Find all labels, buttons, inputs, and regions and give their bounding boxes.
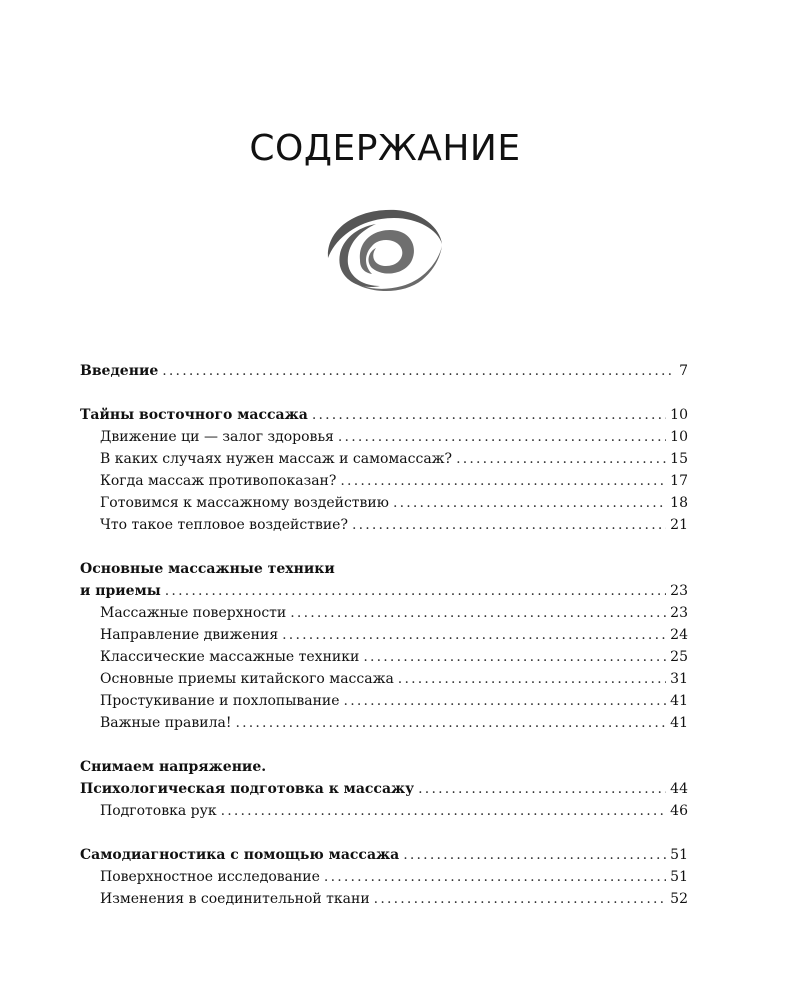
toc-entry-title: Основные приемы китайского массажа bbox=[100, 671, 394, 687]
toc-section-page: 23 bbox=[670, 583, 688, 599]
swirl-icon bbox=[318, 200, 448, 300]
toc-entry-title: Направление движения bbox=[100, 627, 279, 643]
toc-entry-page: 21 bbox=[670, 517, 688, 533]
page-title: СОДЕРЖАНИЕ bbox=[249, 128, 521, 169]
dot-leader bbox=[403, 844, 666, 866]
toc-section-1[interactable] bbox=[80, 404, 688, 426]
toc-entry-page: 10 bbox=[670, 429, 688, 445]
toc-section-2[interactable] bbox=[80, 580, 688, 602]
toc-section-page: 44 bbox=[670, 781, 688, 797]
dot-leader bbox=[282, 624, 666, 646]
dot-leader bbox=[418, 778, 666, 800]
toc-entry-title: Готовимся к массажному воздействию bbox=[100, 495, 389, 511]
toc-section-page: 51 bbox=[670, 847, 688, 863]
toc-entry-title: В каких случаях нужен массаж и самомассаж? bbox=[100, 451, 453, 467]
dot-leader bbox=[290, 602, 666, 624]
toc-section-title: Тайны восточного массажа bbox=[80, 407, 308, 423]
toc-section-title: и приемы bbox=[80, 583, 161, 599]
toc-subentry[interactable] bbox=[80, 712, 688, 734]
dot-leader bbox=[374, 888, 667, 910]
toc-entry-page: 52 bbox=[670, 891, 688, 907]
toc-subentry[interactable] bbox=[80, 690, 688, 712]
toc-entry-title: Поверхностное исследование bbox=[100, 869, 320, 885]
toc-entry-title: Подготовка рук bbox=[100, 803, 217, 819]
toc-subentry[interactable] bbox=[80, 514, 688, 536]
toc-subentry[interactable] bbox=[80, 866, 688, 888]
dot-leader bbox=[324, 866, 666, 888]
dot-leader bbox=[340, 470, 666, 492]
toc-entry-page: 41 bbox=[670, 693, 688, 709]
toc-subentry[interactable] bbox=[80, 888, 688, 910]
toc-entry-title: Важные правила! bbox=[100, 715, 232, 731]
toc-entry-intro[interactable] bbox=[80, 360, 688, 382]
toc-entry-page: 23 bbox=[670, 605, 688, 621]
toc-subentry[interactable] bbox=[80, 624, 688, 646]
toc-section-4[interactable] bbox=[80, 844, 688, 866]
dot-leader bbox=[352, 514, 666, 536]
toc-entry-page: 46 bbox=[670, 803, 688, 819]
toc-subentry[interactable] bbox=[80, 646, 688, 668]
toc-entry-title: Изменения в соединительной ткани bbox=[100, 891, 370, 907]
dot-leader bbox=[393, 492, 666, 514]
toc-subentry[interactable] bbox=[80, 448, 688, 470]
toc-subentry[interactable] bbox=[80, 602, 688, 624]
toc-section-title-line[interactable]: Снимаем напряжение. bbox=[80, 759, 267, 775]
toc-entry-page: 7 bbox=[679, 363, 688, 379]
dot-leader bbox=[221, 800, 667, 822]
toc-entry-title: Движение ци — залог здоровья bbox=[100, 429, 334, 445]
toc-entry-page: 51 bbox=[670, 869, 688, 885]
toc-subentry[interactable] bbox=[80, 668, 688, 690]
toc-entry-title: Когда массаж противопоказан? bbox=[100, 473, 337, 489]
toc-entry-title: Массажные поверхности bbox=[100, 605, 287, 621]
toc-entry-page: 15 bbox=[670, 451, 688, 467]
toc-section-page: 10 bbox=[670, 407, 688, 423]
toc-subentry[interactable] bbox=[80, 426, 688, 448]
dot-leader bbox=[235, 712, 666, 734]
toc-entry-page: 41 bbox=[670, 715, 688, 731]
toc-section-3[interactable] bbox=[80, 778, 688, 800]
toc-subentry[interactable] bbox=[80, 800, 688, 822]
dot-leader bbox=[456, 448, 666, 470]
dot-leader bbox=[338, 426, 666, 448]
dot-leader bbox=[165, 580, 666, 602]
toc-entry-title: Классические массажные техники bbox=[100, 649, 360, 665]
toc-entry-page: 18 bbox=[670, 495, 688, 511]
toc-subentry[interactable] bbox=[80, 470, 688, 492]
dot-leader bbox=[363, 646, 666, 668]
toc-section-title: Психологическая подготовка к массажу bbox=[80, 781, 415, 797]
toc-entry-title: Введение bbox=[80, 363, 159, 379]
dot-leader bbox=[312, 404, 666, 426]
toc-entry-title: Что такое тепловое воздействие? bbox=[100, 517, 348, 533]
toc-entry-page: 31 bbox=[670, 671, 688, 687]
dot-leader bbox=[398, 668, 666, 690]
toc-subentry[interactable] bbox=[80, 492, 688, 514]
table-of-contents bbox=[80, 360, 688, 910]
toc-section-title: Самодиагностика с помощью массажа bbox=[80, 847, 400, 863]
toc-entry-page: 17 bbox=[670, 473, 688, 489]
dot-leader bbox=[344, 690, 667, 712]
toc-section-title-line[interactable]: Основные массажные техники bbox=[80, 561, 335, 577]
dot-leader bbox=[162, 360, 675, 382]
toc-entry-page: 25 bbox=[670, 649, 688, 665]
toc-entry-title: Простукивание и похлопывание bbox=[100, 693, 340, 709]
toc-entry-page: 24 bbox=[670, 627, 688, 643]
